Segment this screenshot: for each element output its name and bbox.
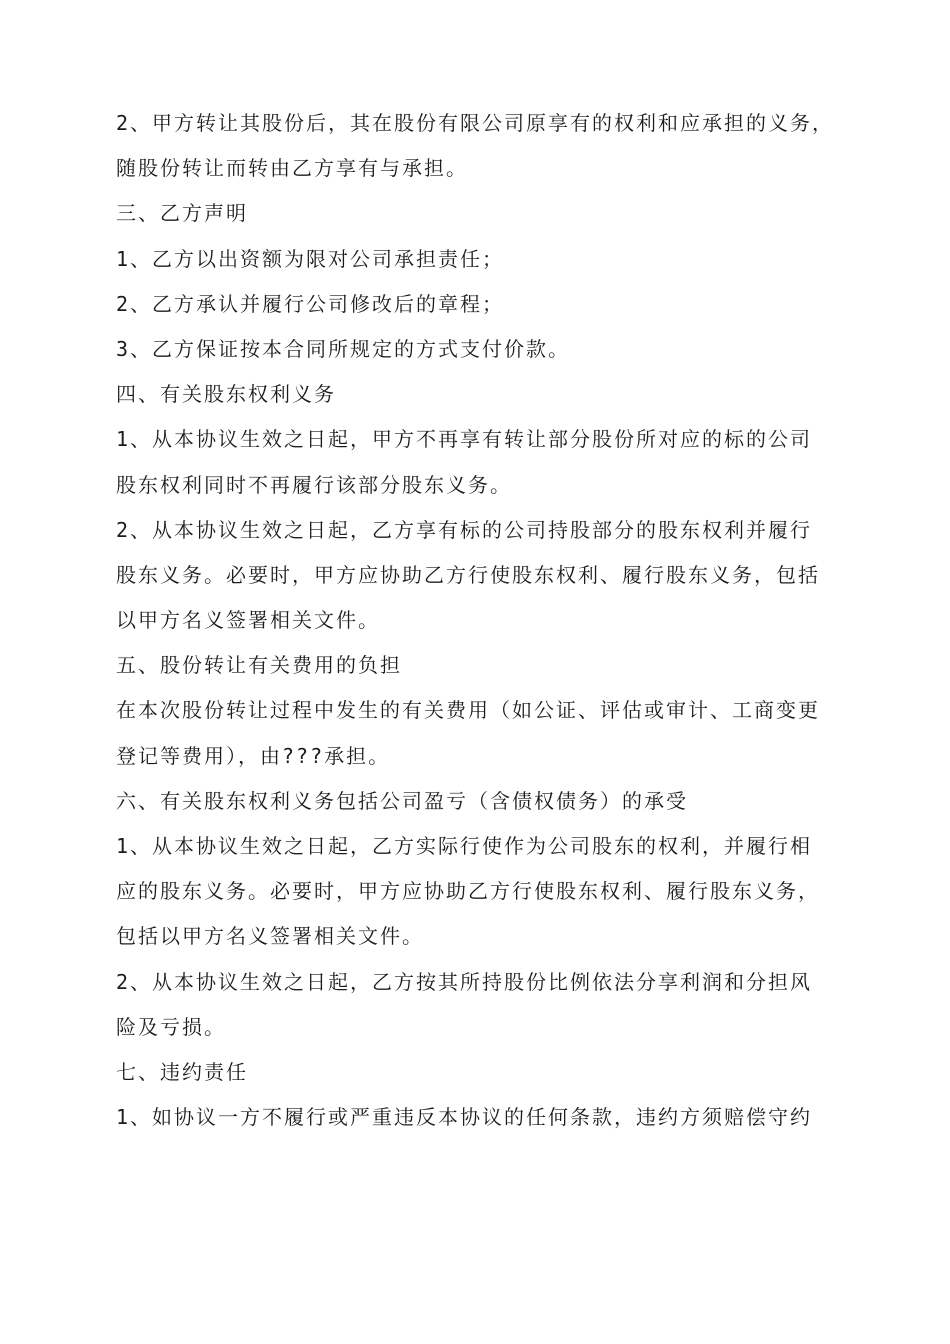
text-line: 险及亏损。 <box>116 1014 226 1039</box>
section-heading: 四、有关股东权利义务 <box>116 382 336 407</box>
text-line: 包括以甲方名义签署相关文件。 <box>116 924 424 949</box>
text-line: 股东义务。必要时，甲方应协助乙方行使股东权利、履行股东义务，包括 <box>116 562 820 587</box>
text-line: 1、如协议一方不履行或严重违反本协议的任何条款，违约方须赔偿守约 <box>116 1105 813 1130</box>
text-line: 随股份转让而转由乙方享有与承担。 <box>116 156 468 181</box>
section-heading: 六、有关股东权利义务包括公司盈亏（含债权债务）的承受 <box>116 788 688 813</box>
text-line: 2、乙方承认并履行公司修改后的章程； <box>116 291 505 316</box>
section-heading: 五、股份转让有关费用的负担 <box>116 653 402 678</box>
document-body <box>116 101 846 1140</box>
text-line: 2、从本协议生效之日起，乙方享有标的公司持股部分的股东权利并履行 <box>116 517 813 542</box>
text-line: 1、从本协议生效之日起，乙方实际行使作为公司股东的权利，并履行相 <box>116 834 813 858</box>
section-heading: 七、违约责任 <box>116 1059 248 1084</box>
text-line: 3、乙方保证按本合同所规定的方式支付价款。 <box>116 336 571 361</box>
text-line: 2、甲方转让其股份后，其在股份有限公司原享有的权利和应承担的义务， <box>116 111 835 135</box>
text-line: 在本次股份转让过程中发生的有关费用（如公证、评估或审计、工商变更 <box>116 698 820 723</box>
text-line: 2、从本协议生效之日起，乙方按其所持股份比例依法分享利润和分担风 <box>116 969 813 994</box>
text-line: 应的股东义务。必要时，甲方应协助乙方行使股东权利、履行股东义务， <box>116 879 820 904</box>
text-line: 以甲方名义签署相关文件。 <box>116 608 380 633</box>
text-line: 登记等费用），由???承担。 <box>116 743 391 768</box>
text-line: 股东权利同时不再履行该部分股东义务。 <box>116 472 512 497</box>
text-line: 1、从本协议生效之日起，甲方不再享有转让部分股份所对应的标的公司 <box>116 427 813 452</box>
text-line: 1、乙方以出资额为限对公司承担责任； <box>116 246 505 271</box>
section-heading: 三、乙方声明 <box>116 201 248 226</box>
